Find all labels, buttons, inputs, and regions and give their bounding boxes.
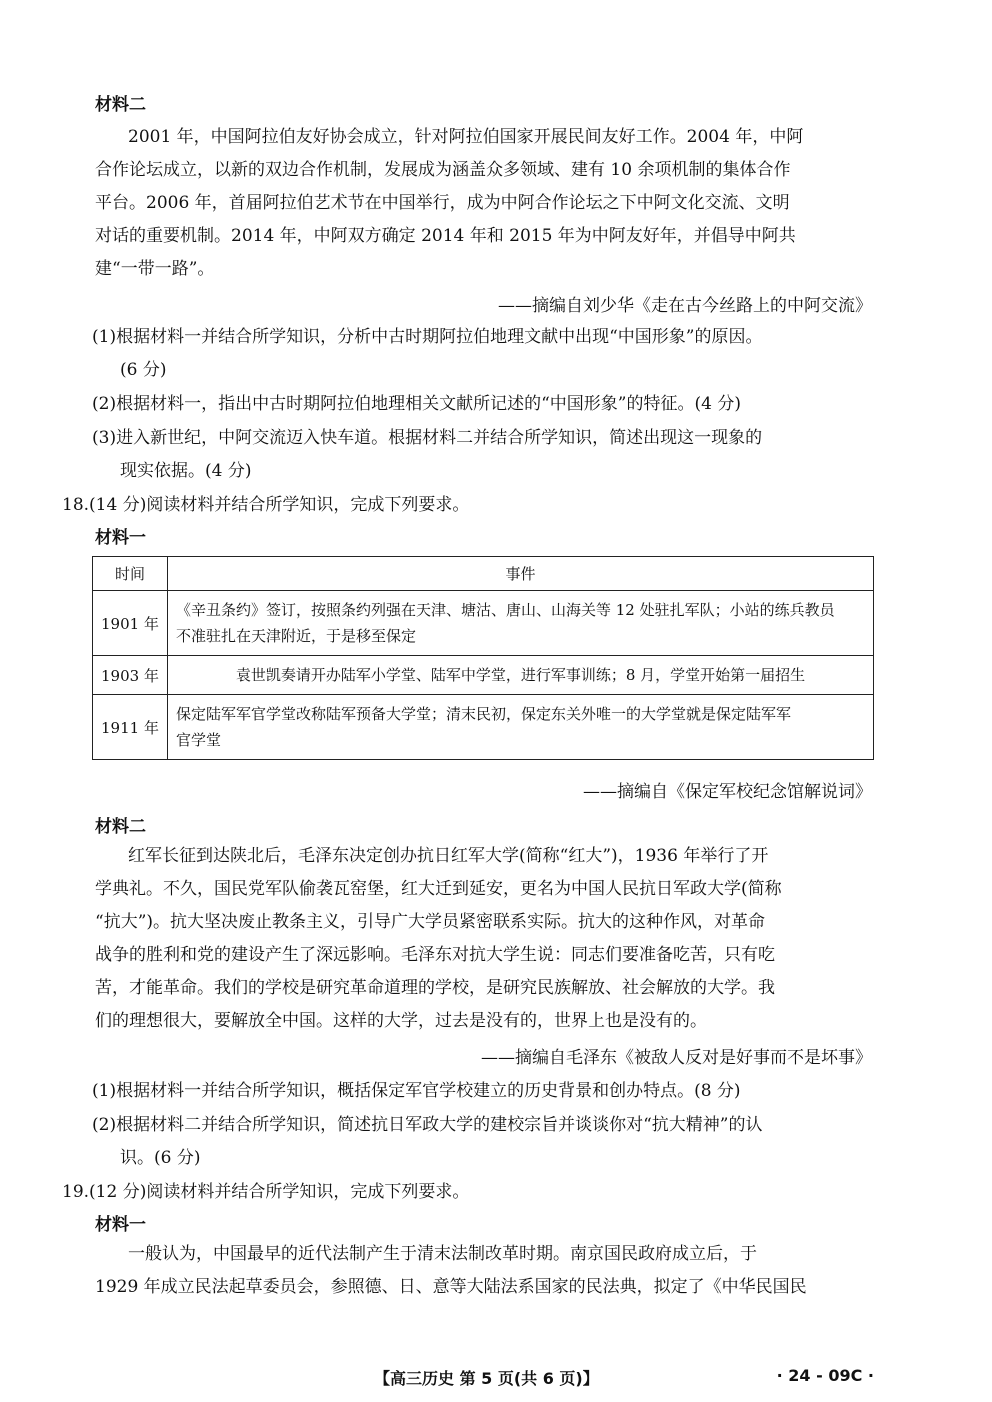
q17-question-1-score: (6 分) — [120, 360, 167, 380]
q18-material2-line-4: 战争的胜利和党的建设产生了深远影响。毛泽东对抗大学生说：同志们要准备吃苦，只有吃 — [95, 945, 775, 965]
q17-question-3: (3)进入新世纪，中阿交流迈入快车道。根据材料二并结合所学知识，简述出现这一现象的 — [92, 428, 763, 448]
q18-material2-line-3: “抗大”)。抗大坚决废止教条主义，引导广大学员紧密联系实际。抗大的这种作风，对革命 — [95, 912, 766, 932]
row-year: 1903 年 — [93, 656, 168, 695]
q17-material2-line-4: 对话的重要机制。2014 年，中阿双方确定 2014 年和 2015 年为中阿友好年，并倡导中阿共 — [95, 226, 796, 246]
row-event — [167, 591, 873, 656]
q19-material1-line-2: 1929 年成立民法起草委员会，参照德、日、意等大陆法系国家的民法典，拟定了《中华民国民 — [95, 1277, 807, 1297]
q17-material2-source: ——摘编自刘少华《走在古今丝路上的中阿交流》 — [498, 296, 872, 316]
q19-header: 19.(12 分)阅读材料并结合所学知识，完成下列要求。 — [62, 1182, 470, 1202]
col-event-header: 事件 — [167, 557, 873, 591]
q18-question-2-cont: 识。(6 分) — [120, 1148, 201, 1168]
q18-material2-line-5: 苦，才能革命。我们的学校是研究革命道理的学校，是研究民族解放、社会解放的大学。我 — [95, 978, 775, 998]
q17-question-1: (1)根据材料一并结合所学知识，分析中古时期阿拉伯地理文献中出现“中国形象”的原因。 — [92, 327, 763, 347]
row-event-line: 官学堂 — [175, 731, 221, 749]
row-event-line: 保定陆军军官学堂改称陆军预备大学堂；清末民初，保定东关外唯一的大学堂就是保定陆军军 — [175, 705, 791, 723]
q19-material1-title: 材料一 — [95, 1215, 146, 1235]
q18-material1-title: 材料一 — [95, 528, 146, 548]
row-year: 1911 年 — [93, 695, 168, 760]
q19-material1-line-1: 一般认为，中国最早的近代法制产生于清末法制改革时期。南京国民政府成立后，于 — [128, 1244, 757, 1264]
q18-header: 18.(14 分)阅读材料并结合所学知识，完成下列要求。 — [62, 495, 470, 515]
q17-material2-line-5: 建“一带一路”。 — [95, 259, 215, 279]
row-event — [167, 656, 873, 695]
q17-question-2: (2)根据材料一，指出中古时期阿拉伯地理相关文献所记述的“中国形象”的特征。(4 分) — [92, 394, 741, 414]
q18-material2-line-6: 们的理想很大，要解放全中国。这样的大学，过去是没有的，世界上也是没有的。 — [95, 1011, 707, 1031]
col-time-header: 时间 — [93, 557, 168, 591]
row-event-line: 《辛丑条约》签订，按照条约列强在天津、塘沽、唐山、山海关等 12 处驻扎军队；小站的练兵教员 — [175, 601, 835, 619]
table-row — [93, 695, 874, 760]
q18-question-2: (2)根据材料二并结合所学知识，简述抗日军政大学的建校宗旨并谈谈你对“抗大精神”的认 — [92, 1115, 763, 1135]
q18-material2-title: 材料二 — [95, 817, 146, 837]
row-event-line: 不准驻扎在天津附近，于是移至保定 — [175, 627, 416, 645]
events-table — [92, 556, 874, 760]
row-year: 1901 年 — [93, 591, 168, 656]
table-row — [93, 656, 874, 695]
exam-code: · 24 - 09C · — [776, 1366, 874, 1385]
row-event — [167, 695, 873, 760]
q18-material2-line-1: 红军长征到达陕北后，毛泽东决定创办抗日红军大学(简称“红大”)，1936 年举行了开 — [128, 846, 769, 866]
row-event-line: 袁世凯奏请开办陆军小学堂、陆军中学堂，进行军事训练；8 月，学堂开始第一届招生 — [235, 666, 806, 684]
page-footer-label: 【高三历史 第 5 页(共 6 页)】 — [374, 1369, 599, 1388]
q17-material2-title: 材料二 — [95, 95, 146, 115]
q17-material2-line-2: 合作论坛成立，以新的双边合作机制，发展成为涵盖众多领域、建有 10 余项机制的集体合作 — [95, 160, 791, 180]
q18-question-1: (1)根据材料一并结合所学知识，概括保定军官学校建立的历史背景和创办特点。(8 分) — [92, 1081, 741, 1101]
q17-material2-line-3: 平台。2006 年，首届阿拉伯艺术节在中国举行，成为中阿合作论坛之下中阿文化交流、文明 — [95, 193, 790, 213]
q18-material2-line-2: 学典礼。不久，国民党军队偷袭瓦窑堡，红大迁到延安，更名为中国人民抗日军政大学(简称 — [95, 879, 782, 899]
q17-material2-line-1: 2001 年，中国阿拉伯友好协会成立，针对阿拉伯国家开展民间友好工作。2004 年，中阿 — [128, 127, 804, 147]
events-table-header — [93, 557, 874, 591]
q17-question-3-cont: 现实依据。(4 分) — [120, 461, 252, 481]
q18-material2-source: ——摘编自毛泽东《被敌人反对是好事而不是坏事》 — [481, 1048, 872, 1068]
table-row — [93, 591, 874, 656]
q18-material1-source: ——摘编自《保定军校纪念馆解说词》 — [583, 782, 872, 802]
